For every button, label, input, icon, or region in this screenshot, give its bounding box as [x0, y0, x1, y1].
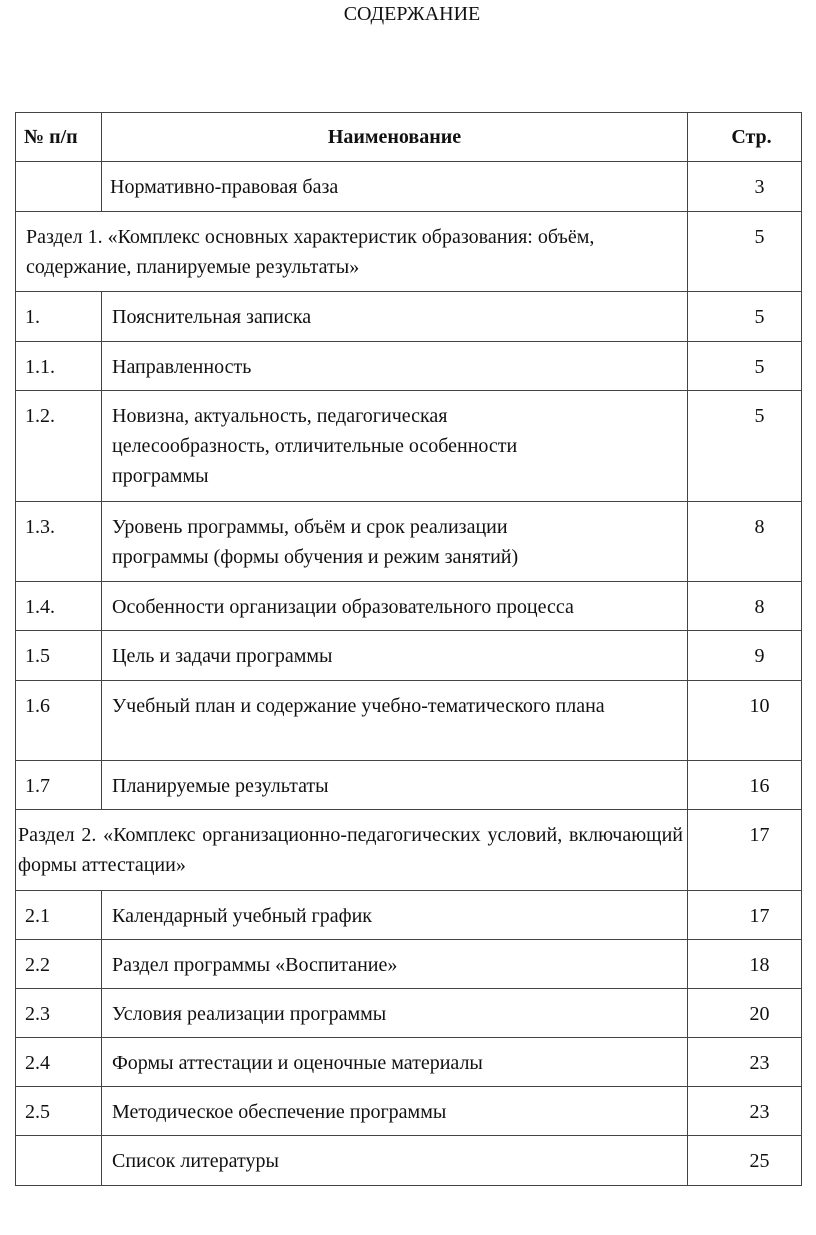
table-row	[16, 1087, 802, 1136]
section-row	[16, 212, 802, 292]
row-num: 2.1	[16, 891, 102, 940]
row-name: Методическое обеспечение программы	[102, 1087, 688, 1136]
table-header-row	[16, 113, 802, 162]
row-name: Условия реализации программы	[102, 989, 688, 1038]
contents-table	[15, 112, 802, 1186]
table-row	[16, 631, 802, 681]
header-name: Наименование	[102, 113, 688, 162]
table-row	[16, 761, 802, 810]
row-num: 1.7	[16, 761, 102, 810]
row-name: Раздел программы «Воспитание»	[102, 940, 688, 989]
row-page: 5	[688, 391, 802, 502]
row-name: Нормативно-правовая база	[102, 162, 688, 212]
header-num: № п/п	[16, 113, 102, 162]
row-num: 1.3.	[16, 502, 102, 582]
row-page: 17	[688, 810, 802, 891]
row-page: 5	[688, 292, 802, 342]
row-name: Особенности организации образовательного процесса	[102, 582, 688, 631]
row-name: Планируемые результаты	[102, 761, 688, 810]
row-page: 10	[688, 681, 802, 761]
row-num: 1.4.	[16, 582, 102, 631]
table-row	[16, 292, 802, 342]
row-page: 18	[688, 940, 802, 989]
row-page: 5	[688, 212, 802, 292]
row-page: 8	[688, 502, 802, 582]
row-num	[16, 162, 102, 212]
table-row	[16, 502, 802, 582]
row-page: 23	[688, 1038, 802, 1087]
row-num: 1.2.	[16, 391, 102, 502]
row-page: 3	[688, 162, 802, 212]
section-title: Раздел 1. «Комплекс основных характеристик образования: объём, содержание, планируемые результаты»	[16, 212, 688, 292]
table-row	[16, 1136, 802, 1186]
row-name: Уровень программы, объём и срок реализации программы (формы обучения и режим занятий)	[102, 502, 688, 582]
table-row	[16, 940, 802, 989]
row-name: Новизна, актуальность, педагогическая целесообразность, отличительные особенности программы	[102, 391, 688, 502]
row-name: Учебный план и содержание учебно-тематического плана	[102, 681, 688, 761]
row-name: Формы аттестации и оценочные материалы	[102, 1038, 688, 1087]
row-page: 5	[688, 342, 802, 391]
row-name: Календарный учебный график	[102, 891, 688, 940]
page-title: СОДЕРЖАНИЕ	[343, 3, 481, 25]
row-page: 23	[688, 1087, 802, 1136]
section-row	[16, 810, 802, 891]
header-page: Стр.	[688, 113, 802, 162]
table-row	[16, 891, 802, 940]
table-row	[16, 391, 802, 502]
row-page: 17	[688, 891, 802, 940]
row-num: 1.6	[16, 681, 102, 761]
row-page: 20	[688, 989, 802, 1038]
table-row	[16, 582, 802, 631]
row-name: Список литературы	[102, 1136, 688, 1186]
row-num: 1.5	[16, 631, 102, 681]
row-page: 16	[688, 761, 802, 810]
table-row	[16, 342, 802, 391]
table-row	[16, 162, 802, 212]
row-num: 1.	[16, 292, 102, 342]
row-num: 2.2	[16, 940, 102, 989]
table-row	[16, 1038, 802, 1087]
row-page: 9	[688, 631, 802, 681]
row-num	[16, 1136, 102, 1186]
row-num: 2.4	[16, 1038, 102, 1087]
row-num: 2.3	[16, 989, 102, 1038]
table-row	[16, 989, 802, 1038]
row-num: 2.5	[16, 1087, 102, 1136]
row-name: Направленность	[102, 342, 688, 391]
row-name: Цель и задачи программы	[102, 631, 688, 681]
row-page: 25	[688, 1136, 802, 1186]
row-num: 1.1.	[16, 342, 102, 391]
row-page: 8	[688, 582, 802, 631]
section-title: Раздел 2. «Комплекс организационно-педагогических условий, включающий формы аттестации»	[16, 810, 688, 891]
row-name: Пояснительная записка	[102, 292, 688, 342]
table-row	[16, 681, 802, 761]
